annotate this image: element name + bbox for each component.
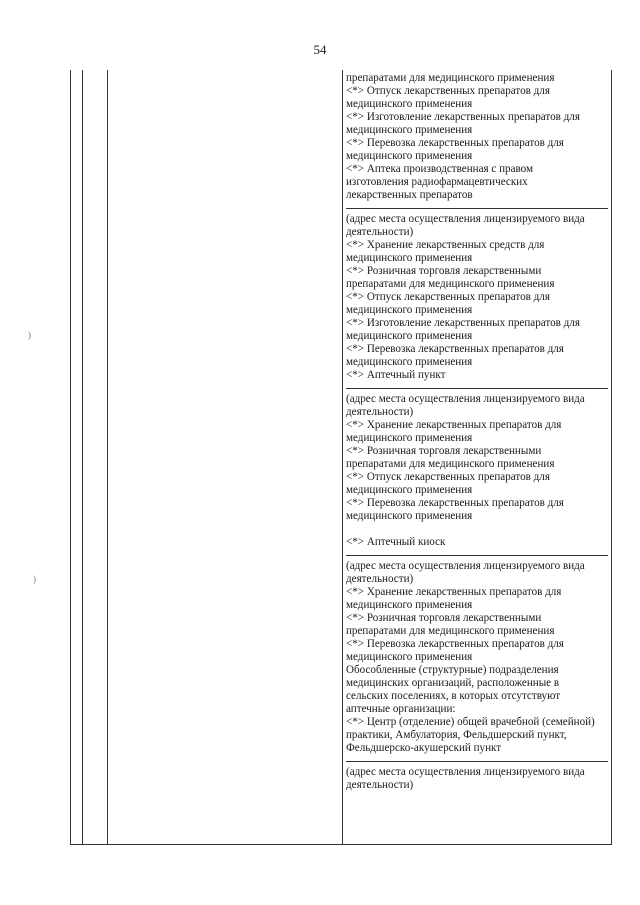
- text-line: препаратами для медицинского применения: [346, 278, 555, 290]
- text-line: изготовления радиофармацевтических: [346, 176, 528, 188]
- text-line: <*> Перевозка лекарственных препаратов для: [346, 343, 564, 355]
- text-line: <*> Аптечный пункт: [346, 369, 446, 381]
- text-line: <*> Аптечный киоск: [346, 536, 446, 548]
- text-line: медицинского применения: [346, 252, 473, 264]
- text-line: <*> Аптека производственная с правом: [346, 163, 534, 175]
- activity-block: [346, 766, 608, 792]
- text-line: (адрес места осуществления лицензируемого вида: [346, 213, 585, 225]
- text-line: (адрес места осуществления лицензируемого вида: [346, 766, 585, 778]
- activity-block: [346, 213, 608, 382]
- address-underline: [346, 555, 608, 556]
- table-border-left: [70, 70, 71, 845]
- text-line: практики, Амбулатория, Фельдшерский пункт,: [346, 729, 567, 741]
- text-line: сельских поселениях, в которых отсутствуют: [346, 690, 561, 702]
- text-line: <*> Перевозка лекарственных препаратов для: [346, 137, 564, 149]
- scan-mark: ): [28, 330, 31, 340]
- text-line: препаратами для медицинского применения: [346, 625, 555, 637]
- table-border-bottom: [70, 844, 612, 845]
- column-divider-2: [107, 70, 108, 845]
- activity-block: [346, 560, 608, 755]
- text-line: <*> Розничная торговля лекарственными: [346, 265, 542, 277]
- text-line: медицинского применения: [346, 356, 473, 368]
- text-line: (адрес места осуществления лицензируемого вида: [346, 560, 585, 572]
- text-line: медицинского применения: [346, 484, 473, 496]
- page-number: 54: [313, 42, 327, 57]
- text-line: деятельности): [346, 779, 414, 791]
- text-line: <*> Розничная торговля лекарственными: [346, 445, 542, 457]
- text-line: Фельдшерско-акушерский пункт: [346, 742, 502, 754]
- text-line: <*> Центр (отделение) общей врачебной (семейной): [346, 716, 595, 728]
- text-line: деятельности): [346, 573, 414, 585]
- text-line: медицинского применения: [346, 330, 473, 342]
- column-divider-1: [82, 70, 83, 845]
- text-line: медицинского применения: [346, 599, 473, 611]
- text-line: медицинских организаций, расположенные в: [346, 677, 560, 689]
- license-table: [70, 70, 612, 845]
- text-line: препаратами для медицинского применения: [346, 72, 555, 84]
- text-line: медицинского применения: [346, 651, 473, 663]
- column-divider-3: [342, 70, 343, 845]
- text-line: Обособленные (структурные) подразделения: [346, 664, 559, 676]
- table-border-right: [611, 70, 612, 845]
- activity-block: [346, 72, 608, 202]
- text-line: <*> Изготовление лекарственных препаратов для: [346, 317, 580, 329]
- text-line: <*> Хранение лекарственных средств для: [346, 239, 545, 251]
- text-line: медицинского применения: [346, 510, 473, 522]
- text-line: лекарственных препаратов: [346, 189, 473, 201]
- text-line: препаратами для медицинского применения: [346, 458, 555, 470]
- text-line: медицинского применения: [346, 304, 473, 316]
- text-line: <*> Отпуск лекарственных препаратов для: [346, 85, 550, 97]
- activity-block: [346, 393, 608, 549]
- text-line: медицинского применения: [346, 124, 473, 136]
- address-underline: [346, 761, 608, 762]
- text-line: аптечные организации:: [346, 703, 456, 715]
- text-line: <*> Отпуск лекарственных препаратов для: [346, 291, 550, 303]
- scan-mark: ): [33, 574, 36, 584]
- text-line: <*> Отпуск лекарственных препаратов для: [346, 471, 550, 483]
- address-underline: [346, 388, 608, 389]
- text-line: медицинского применения: [346, 432, 473, 444]
- text-line: деятельности): [346, 226, 414, 238]
- text-line: <*> Хранение лекарственных препаратов для: [346, 586, 562, 598]
- address-underline: [346, 208, 608, 209]
- text-line: деятельности): [346, 406, 414, 418]
- blank-line: [346, 523, 608, 536]
- text-line: <*> Перевозка лекарственных препаратов для: [346, 497, 564, 509]
- text-line: медицинского применения: [346, 150, 473, 162]
- text-line: (адрес места осуществления лицензируемого вида: [346, 393, 585, 405]
- text-line: <*> Розничная торговля лекарственными: [346, 612, 542, 624]
- activity-column: [346, 72, 608, 792]
- text-line: медицинского применения: [346, 98, 473, 110]
- text-line: <*> Изготовление лекарственных препаратов для: [346, 111, 580, 123]
- text-line: <*> Перевозка лекарственных препаратов для: [346, 638, 564, 650]
- text-line: <*> Хранение лекарственных препаратов для: [346, 419, 562, 431]
